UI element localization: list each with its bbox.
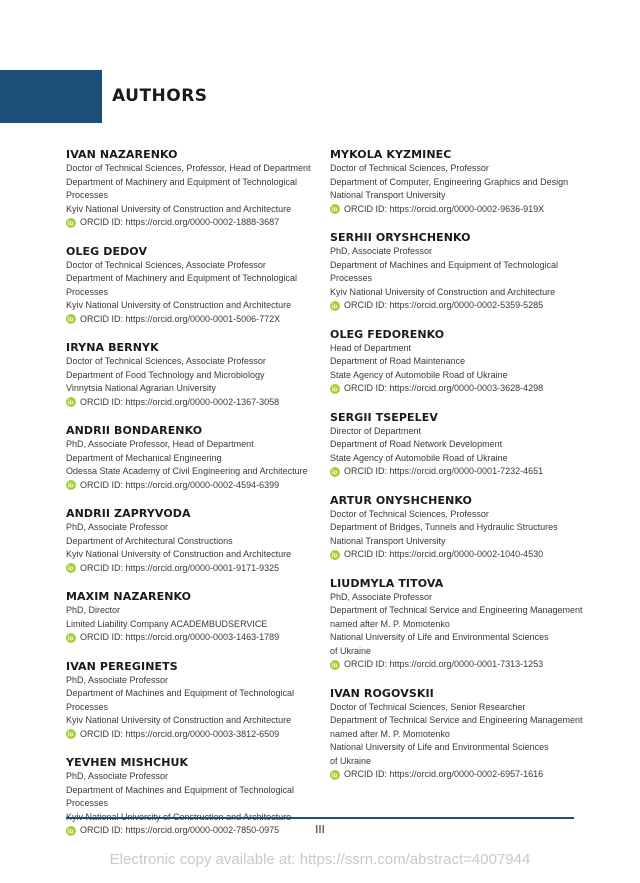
orcid-link[interactable]	[66, 728, 318, 742]
orcid-link[interactable]	[330, 299, 580, 313]
author-entry	[330, 327, 580, 396]
orcid-id-text[interactable]: ORCID ID: https://orcid.org/0000-0001-7313-1253	[344, 659, 544, 669]
author-entry	[66, 659, 318, 742]
author-entry	[330, 410, 580, 479]
author-affiliation-line: National University of Life and Environmental Sciences	[330, 742, 549, 752]
author-affiliation-line: PhD, Associate Professor, Head of Department	[66, 439, 254, 449]
author-name: MYKOLA KYZMINEC	[330, 148, 452, 161]
orcid-icon	[330, 204, 340, 214]
orcid-id-text[interactable]: ORCID ID: https://orcid.org/0000-0001-7232-4651	[344, 466, 544, 476]
author-affiliation-line: of Ukraine	[330, 645, 372, 656]
orcid-link[interactable]	[330, 465, 580, 479]
author-affiliation-line: Doctor of Technical Sciences, Associate Professor	[66, 356, 266, 366]
orcid-id-text[interactable]: ORCID ID: https://orcid.org/0000-0001-9171-9325	[80, 562, 280, 573]
footer-divider	[66, 817, 574, 819]
orcid-link[interactable]	[66, 396, 318, 410]
author-affiliation-line: Kyiv National University of Construction and Architecture	[66, 203, 292, 214]
orcid-link[interactable]	[330, 768, 580, 782]
author-entry	[66, 506, 318, 575]
author-affiliation-line: National University of Life and Environmental Sciences	[330, 632, 549, 642]
author-affiliation-line: Doctor of Technical Sciences, Professor	[330, 163, 489, 173]
author-affiliation-line: Kyiv National University of Construction and Architecture	[66, 715, 292, 725]
author-entry	[330, 686, 583, 782]
author-affiliation-line: Department of Technical Service and Engineering Management	[330, 605, 583, 615]
author-affiliation-line: Kyiv National University of Construction and Architecture	[66, 300, 292, 310]
orcid-icon	[66, 397, 76, 407]
author-name: ANDRII ZAPRYVODA	[66, 507, 191, 520]
author-affiliation-line: PhD, Associate Professor	[66, 674, 169, 685]
orcid-link[interactable]	[66, 216, 318, 230]
author-affiliation-line: Department of Machines and Equipment of Technological	[66, 784, 294, 795]
orcid-link[interactable]	[330, 548, 580, 562]
orcid-id-text[interactable]: ORCID ID: https://orcid.org/0000-0002-6957-1616	[344, 769, 544, 779]
author-affiliation-line: Processes	[66, 798, 109, 808]
author-affiliation-line: PhD, Associate Professor	[330, 591, 433, 602]
author-affiliation-line: Processes	[66, 190, 109, 200]
orcid-id-text[interactable]: ORCID ID: https://orcid.org/0000-0002-1367-3058	[80, 396, 280, 407]
page-title: AUTHORS	[112, 86, 208, 106]
orcid-link[interactable]	[330, 382, 580, 396]
author-affiliation-line: Department of Bridges, Tunnels and Hydraulic Structures	[330, 522, 558, 532]
author-entry	[330, 493, 580, 562]
author-name: ARTUR ONYSHCHENKO	[330, 493, 472, 507]
author-affiliation-line: PhD, Associate Professor	[66, 522, 169, 532]
orcid-icon	[330, 301, 340, 311]
author-affiliation-line: of Ukraine	[330, 755, 372, 766]
author-affiliation-line: Kyiv National University of Construction and Architecture	[66, 549, 292, 559]
author-name: LIUDMYLA TITOVA	[330, 576, 444, 590]
orcid-icon	[66, 314, 76, 324]
orcid-icon	[66, 218, 76, 228]
author-affiliation-line: PhD, Associate Professor	[66, 771, 169, 781]
author-affiliation-line: Kyiv National University of Construction and Architecture	[330, 286, 556, 297]
author-name: IVAN NAZARENKO	[66, 148, 178, 161]
author-affiliation-line: PhD, Associate Professor	[330, 246, 433, 256]
author-affiliation-line: Department of Machinery and Equipment of Technological	[66, 273, 297, 283]
authors-left-column	[66, 147, 318, 838]
page-number: III	[315, 823, 325, 836]
author-name: YEVHEN MISHCHUK	[66, 756, 189, 769]
orcid-link[interactable]	[66, 313, 318, 327]
author-name: SERHII ORYSHCHENKO	[330, 231, 471, 244]
orcid-id-text[interactable]: ORCID ID: https://orcid.org/0000-0002-1040-4530	[344, 549, 544, 559]
orcid-icon	[66, 633, 76, 643]
orcid-id-text[interactable]: ORCID ID: https://orcid.org/0000-0003-1463-1789	[80, 632, 280, 642]
author-entry	[330, 576, 583, 672]
author-affiliation-line: Department of Food Technology and Microbiology	[66, 369, 265, 380]
author-name: OLEG DEDOV	[66, 244, 148, 258]
author-affiliation-line: Processes	[330, 273, 373, 283]
author-affiliation-line: Department of Machinery and Equipment of Technological	[66, 176, 297, 187]
author-affiliation-line: Department of Mechanical Engineering	[66, 452, 222, 463]
orcid-icon	[330, 550, 340, 560]
author-affiliation-line: National Transport University	[330, 535, 446, 546]
author-name: MAXIM NAZARENKO	[66, 590, 192, 603]
orcid-link[interactable]	[330, 203, 580, 217]
author-entry	[66, 244, 318, 327]
author-name: IVAN PEREGINETS	[66, 659, 178, 673]
author-affiliation-line: Doctor of Technical Sciences, Professor, Head of Department	[66, 163, 311, 173]
author-affiliation-line: Doctor of Technical Sciences, Professor	[330, 508, 489, 519]
author-affiliation-line: Processes	[66, 701, 109, 712]
orcid-id-text[interactable]: ORCID ID: https://orcid.org/0000-0002-1888-3687	[80, 217, 280, 227]
author-name: ANDRII BONDARENKO	[66, 424, 203, 437]
orcid-link[interactable]	[66, 479, 318, 493]
author-name: IRYNA BERNYK	[66, 341, 159, 354]
orcid-id-text[interactable]: ORCID ID: https://orcid.org/0000-0001-5006-772X	[80, 313, 281, 324]
author-entry	[66, 340, 318, 409]
author-affiliation-line: State Agency of Automobile Road of Ukraine	[330, 369, 508, 380]
author-affiliation-line: Department of Architectural Constructions	[66, 535, 233, 546]
author-name: SERGII TSEPELEV	[330, 410, 439, 424]
orcid-icon	[66, 480, 76, 490]
author-affiliation-line: State Agency of Automobile Road of Ukraine	[330, 452, 508, 463]
author-name: OLEG FEDORENKO	[330, 327, 445, 341]
author-affiliation-line: Department of Technical Service and Engineering Management	[330, 715, 583, 725]
orcid-link[interactable]	[66, 631, 318, 645]
orcid-icon	[330, 384, 340, 394]
author-affiliation-line: Doctor of Technical Sciences, Senior Researcher	[330, 701, 526, 712]
author-affiliation-line: named after M. P. Momotenko	[330, 618, 450, 629]
author-entry	[330, 230, 580, 313]
title-accent-block	[0, 70, 102, 123]
author-affiliation-line: National Transport University	[330, 190, 446, 200]
orcid-link[interactable]	[330, 658, 580, 672]
author-affiliation-line: Department of Road Network Development	[330, 439, 503, 449]
orcid-id-text[interactable]: ORCID ID: https://orcid.org/0000-0003-3812-6509	[80, 728, 280, 739]
author-affiliation-line: Vinnytsia National Agrarian University	[66, 383, 216, 393]
orcid-icon	[330, 467, 340, 477]
orcid-icon	[330, 660, 340, 670]
author-affiliation-line: Department of Machines and Equipment of Technological	[330, 259, 558, 270]
author-affiliation-line: Director of Department	[330, 425, 422, 436]
orcid-id-text[interactable]: ORCID ID: https://orcid.org/0000-0002-7850-0975	[80, 825, 280, 835]
author-affiliation-line: Head of Department	[330, 342, 412, 353]
author-affiliation-line: Department of Machines and Equipment of Technological	[66, 688, 294, 698]
author-entry	[66, 423, 318, 492]
author-affiliation-line: Processes	[66, 286, 109, 297]
author-affiliation-line: Odessa State Academy of Civil Engineering and Architecture	[66, 466, 308, 476]
orcid-link[interactable]	[66, 562, 318, 576]
orcid-icon	[330, 770, 340, 780]
author-entry	[66, 147, 318, 230]
orcid-icon	[66, 729, 76, 739]
orcid-id-text[interactable]: ORCID ID: https://orcid.org/0000-0003-3628-4298	[344, 383, 544, 393]
author-entry	[330, 147, 580, 216]
author-affiliation-line: named after M. P. Momotenko	[330, 728, 450, 739]
orcid-icon	[66, 563, 76, 573]
author-affiliation-line: Limited Liability Company ACADEMBUDSERVICE	[66, 618, 268, 629]
author-affiliation-line: Department of Computer, Engineering Graphics and Design	[330, 176, 569, 187]
ssrn-notice[interactable]: Electronic copy available at: https://ssrn.com/abstract=4007944	[109, 851, 531, 868]
author-entry	[66, 589, 318, 645]
author-affiliation-line: Doctor of Technical Sciences, Associate Professor	[66, 259, 266, 270]
author-name: IVAN ROGOVSKII	[330, 686, 434, 700]
orcid-id-text[interactable]: ORCID ID: https://orcid.org/0000-0002-5359-5285	[344, 300, 544, 310]
author-affiliation-line: Department of Road Maintenance	[330, 356, 466, 366]
authors-right-column	[330, 147, 583, 782]
orcid-id-text[interactable]: ORCID ID: https://orcid.org/0000-0002-4594-6399	[80, 479, 280, 490]
orcid-id-text[interactable]: ORCID ID: https://orcid.org/0000-0002-9636-919X	[344, 203, 545, 214]
author-affiliation-line: PhD, Director	[66, 605, 121, 615]
